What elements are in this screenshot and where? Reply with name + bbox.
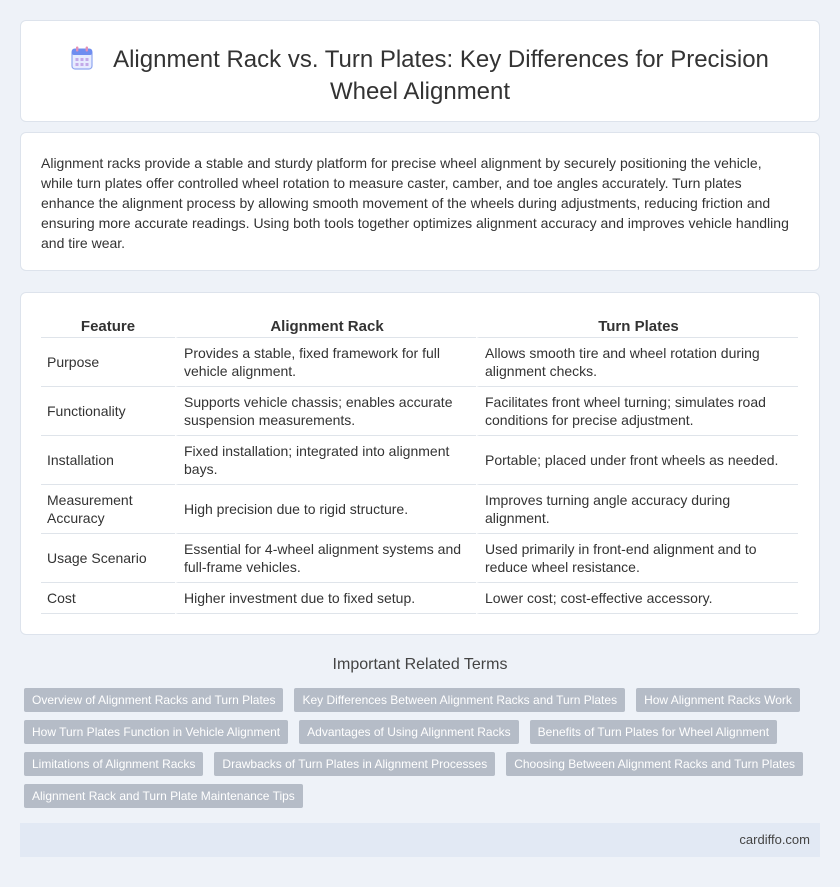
- table-cell-rack: Fixed installation; integrated into alignment bays.: [175, 436, 476, 485]
- table-cell-feature: Measurement Accuracy: [41, 485, 175, 534]
- table-cell-plates: Improves turning angle accuracy during alignment.: [476, 485, 798, 534]
- header-card: [20, 20, 820, 122]
- table-row: [41, 534, 798, 583]
- table-cell-rack: Supports vehicle chassis; enables accurate suspension measurements.: [175, 387, 476, 436]
- page-title: Alignment Rack vs. Turn Plates: Key Differences for Precision Wheel Alignment: [113, 46, 769, 105]
- related-terms-title: Important Related Terms: [332, 656, 508, 673]
- table-cell-feature: Cost: [41, 583, 175, 614]
- page-title-wrap: [61, 45, 779, 106]
- related-terms-list: [20, 688, 820, 816]
- comparison-table: [41, 315, 798, 614]
- related-term-tag[interactable]: Limitations of Alignment Racks: [24, 752, 203, 776]
- table-cell-plates: Lower cost; cost-effective accessory.: [476, 583, 798, 614]
- related-term-tag[interactable]: How Turn Plates Function in Vehicle Alignment: [24, 720, 288, 744]
- table-row: [41, 583, 798, 614]
- footer-site-link[interactable]: cardiffo.com: [739, 832, 810, 847]
- table-cell-feature: Installation: [41, 436, 175, 485]
- related-term-tag[interactable]: Drawbacks of Turn Plates in Alignment Processes: [214, 752, 495, 776]
- table-cell-rack: High precision due to rigid structure.: [175, 485, 476, 534]
- related-term-tag[interactable]: Overview of Alignment Racks and Turn Plates: [24, 688, 283, 712]
- footer-bar: [20, 823, 820, 857]
- related-term-tag[interactable]: Advantages of Using Alignment Racks: [299, 720, 518, 744]
- related-term-tag[interactable]: Benefits of Turn Plates for Wheel Alignment: [530, 720, 777, 744]
- table-row: [41, 485, 798, 534]
- table-cell-rack: Higher investment due to fixed setup.: [175, 583, 476, 614]
- header-alignment-rack: Alignment Rack: [175, 315, 476, 338]
- table-cell-plates: Portable; placed under front wheels as needed.: [476, 436, 798, 485]
- table-cell-feature: Functionality: [41, 387, 175, 436]
- table-cell-plates: Facilitates front wheel turning; simulates road conditions for precise adjustment.: [476, 387, 798, 436]
- summary-card: [20, 132, 820, 271]
- table-cell-plates: Used primarily in front-end alignment and to reduce wheel resistance.: [476, 534, 798, 583]
- related-term-tag[interactable]: Alignment Rack and Turn Plate Maintenance Tips: [24, 784, 303, 808]
- header-feature: Feature: [41, 315, 175, 338]
- table-cell-rack: Essential for 4-wheel alignment systems and full-frame vehicles.: [175, 534, 476, 583]
- table-row: [41, 387, 798, 436]
- related-term-tag[interactable]: How Alignment Racks Work: [636, 688, 800, 712]
- table-header-row: [41, 315, 798, 338]
- summary-text: Alignment racks provide a stable and sturdy platform for precise wheel alignment by securely positioning the vehicle, while turn plates offer controlled wheel rotation to measure caster, camber, and toe angles accurately. Turn plates enhance the alignment process by allowing smooth movement of the wheels during adjustments, reducing friction and ensuring more accurate readings. Using both tools together optimizes alignment accuracy and improves vehicle handling and tire wear.: [41, 155, 789, 251]
- table-cell-rack: Provides a stable, fixed framework for full vehicle alignment.: [175, 338, 476, 387]
- table-row: [41, 436, 798, 485]
- calendar-icon: [71, 46, 93, 77]
- table-cell-feature: Purpose: [41, 338, 175, 387]
- related-term-tag[interactable]: Key Differences Between Alignment Racks and Turn Plates: [294, 688, 625, 712]
- header-turn-plates: Turn Plates: [476, 315, 798, 338]
- table-cell-plates: Allows smooth tire and wheel rotation during alignment checks.: [476, 338, 798, 387]
- comparison-card: [20, 292, 820, 635]
- table-row: [41, 338, 798, 387]
- table-cell-feature: Usage Scenario: [41, 534, 175, 583]
- related-term-tag[interactable]: Choosing Between Alignment Racks and Turn Plates: [506, 752, 803, 776]
